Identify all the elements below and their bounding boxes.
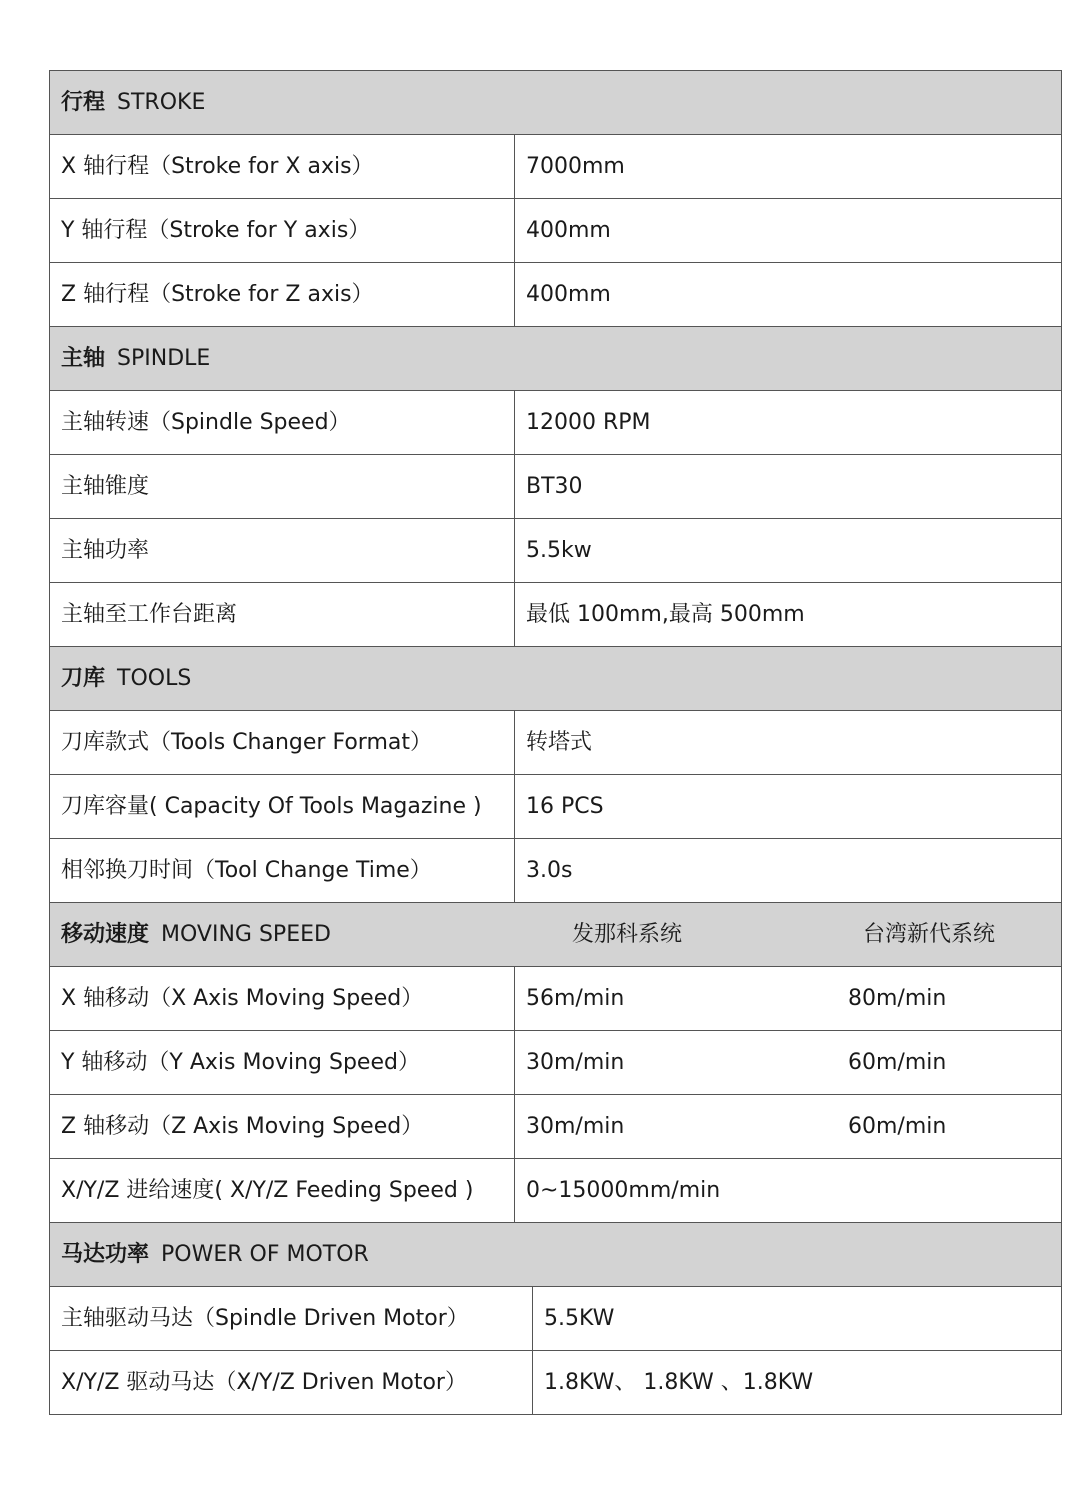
table-row — [49, 199, 1062, 263]
section-title: 移动速度 MOVING SPEED — [61, 922, 331, 947]
column-header-syntec: 台湾新代系统 — [863, 922, 996, 947]
spec-value: 3.0s — [526, 858, 573, 883]
spec-value: 1.8KW、 1.8KW 、1.8KW — [544, 1370, 814, 1395]
spec-value-alt: 60m/min — [848, 1114, 947, 1139]
spec-label: 刀库容量( Capacity Of Tools Magazine ) — [61, 794, 482, 819]
column-divider — [514, 199, 515, 262]
section-header-stroke — [49, 70, 1062, 135]
spec-label: Y 轴行程（Stroke for Y axis） — [61, 218, 371, 243]
section-header-tools — [49, 647, 1062, 711]
column-divider — [532, 1287, 533, 1350]
table-row — [49, 391, 1062, 455]
column-divider — [514, 967, 515, 1030]
spec-label: X/Y/Z 进给速度( X/Y/Z Feeding Speed ) — [61, 1178, 474, 1203]
table-row — [49, 1287, 1062, 1351]
spec-table — [49, 70, 1062, 1415]
spec-value: BT30 — [526, 474, 583, 499]
section-header-power-of-motor — [49, 1223, 1062, 1287]
spec-label: 主轴至工作台距离 — [61, 602, 238, 627]
spec-label: Z 轴移动（Z Axis Moving Speed） — [61, 1114, 424, 1139]
column-divider — [514, 775, 515, 838]
spec-label: 刀库款式（Tools Changer Format） — [61, 730, 432, 755]
spec-label: 主轴功率 — [61, 538, 150, 563]
column-divider — [514, 711, 515, 774]
column-divider — [514, 391, 515, 454]
spec-value-alt: 60m/min — [848, 1050, 947, 1075]
spec-value: 12000 RPM — [526, 410, 651, 435]
table-row — [49, 455, 1062, 519]
spec-value: 最低 100mm,最高 500mm — [526, 602, 805, 627]
column-header-fanuc: 发那科系统 — [572, 922, 683, 947]
section-title: 主轴 SPINDLE — [61, 346, 211, 371]
column-divider — [514, 583, 515, 646]
section-title: 行程 STROKE — [61, 90, 206, 115]
spec-value: 400mm — [526, 282, 611, 307]
spec-value: 30m/min — [526, 1114, 625, 1139]
column-divider — [514, 263, 515, 326]
column-divider — [514, 1159, 515, 1222]
section-title: 马达功率 POWER OF MOTOR — [61, 1242, 369, 1267]
column-divider — [514, 135, 515, 198]
spec-value: 5.5KW — [544, 1306, 615, 1331]
spec-label: X/Y/Z 驱动马达（X/Y/Z Driven Motor） — [61, 1370, 467, 1395]
spec-label: 主轴锥度 — [61, 474, 150, 499]
table-row — [49, 1095, 1062, 1159]
column-divider — [514, 519, 515, 582]
spec-label: Z 轴行程（Stroke for Z axis） — [61, 282, 374, 307]
spec-value-alt: 80m/min — [848, 986, 947, 1011]
column-divider — [514, 455, 515, 518]
table-row — [49, 263, 1062, 327]
spec-label: 主轴驱动马达（Spindle Driven Motor） — [61, 1306, 469, 1331]
spec-value: 5.5kw — [526, 538, 592, 563]
table-row — [49, 519, 1062, 583]
spec-value: 400mm — [526, 218, 611, 243]
spec-label: X 轴行程（Stroke for X axis） — [61, 154, 374, 179]
section-header-spindle — [49, 327, 1062, 391]
spec-value: 0~15000mm/min — [526, 1178, 721, 1203]
spec-value: 7000mm — [526, 154, 625, 179]
table-row — [49, 775, 1062, 839]
column-divider — [514, 839, 515, 902]
spec-value: 16 PCS — [526, 794, 604, 819]
table-row — [49, 1031, 1062, 1095]
spec-label: 主轴转速（Spindle Speed） — [61, 410, 351, 435]
column-divider — [514, 1095, 515, 1158]
spec-label: Y 轴移动（Y Axis Moving Speed） — [61, 1050, 420, 1075]
spec-value: 30m/min — [526, 1050, 625, 1075]
table-row — [49, 1159, 1062, 1223]
column-divider — [532, 1351, 533, 1414]
table-row — [49, 583, 1062, 647]
table-row — [49, 839, 1062, 903]
spec-value: 56m/min — [526, 986, 625, 1011]
section-header-moving-speed — [49, 903, 1062, 967]
column-divider — [514, 1031, 515, 1094]
section-title: 刀库 TOOLS — [61, 666, 192, 691]
spec-label: X 轴移动（X Axis Moving Speed） — [61, 986, 424, 1011]
spec-value: 转塔式 — [526, 730, 593, 755]
spec-label: 相邻换刀时间（Tool Change Time） — [61, 858, 432, 883]
table-row — [49, 711, 1062, 775]
table-row — [49, 1351, 1062, 1415]
table-row — [49, 135, 1062, 199]
table-row — [49, 967, 1062, 1031]
